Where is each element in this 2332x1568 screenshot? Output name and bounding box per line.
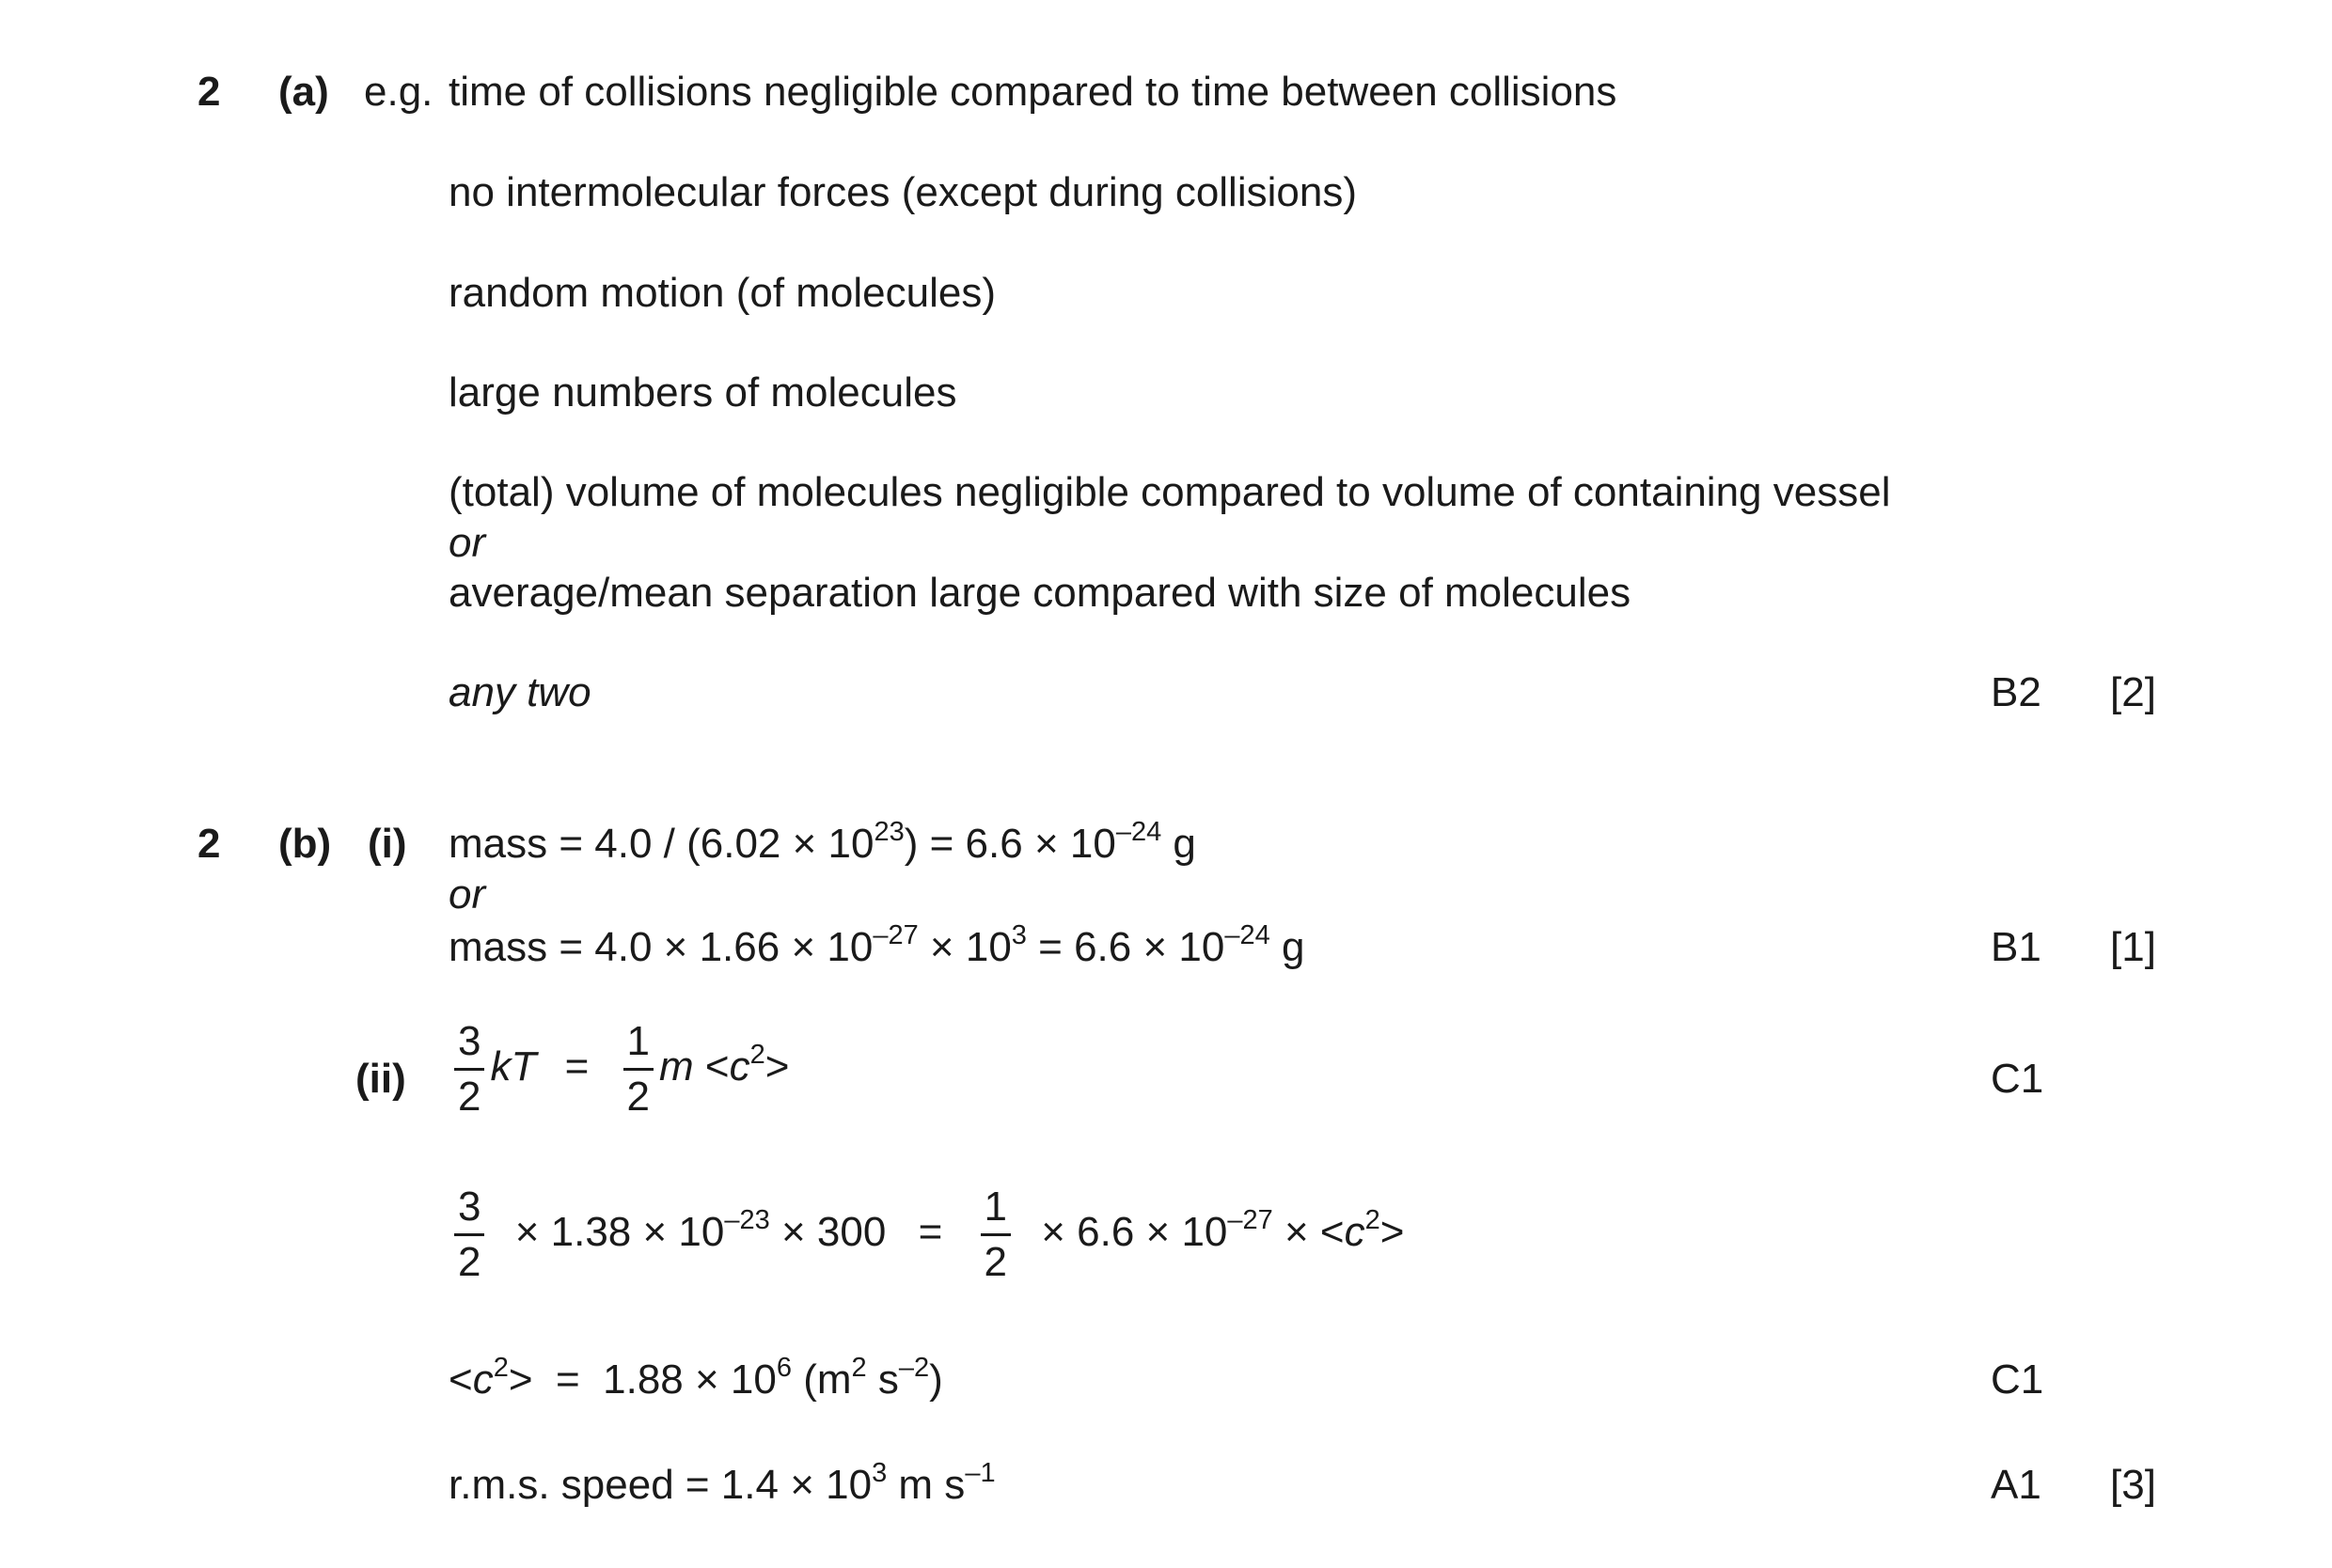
fraction: $\frac{1}{2}$ <box>981 1186 1011 1283</box>
mean-square-speed-result: $<c^2> = 1.88 \times 10^6$ ($m^2$ $s^{-2}$) <box>449 1353 943 1403</box>
mark-total: [2] <box>2110 669 2156 715</box>
answer-point: (total) volume of molecules negligible compared to volume of containing vessel <box>449 469 1891 515</box>
fraction: $\frac{1}{2}$ <box>623 1021 654 1118</box>
question-number: 2 <box>197 821 221 867</box>
kinetic-energy-equation: $\frac{3}{2}$ kT = $\frac{1}{2}$ $m <c^2>$ <box>449 1021 789 1118</box>
mark-code: B1 <box>1991 924 2041 970</box>
fraction: $\frac{3}{2}$ <box>454 1021 484 1118</box>
mark-code: C1 <box>1991 1356 2044 1403</box>
mass-equation-1: mass = $4.0 / (6.02 \times 10^{23}) = 6.6 \times 10^{-24}$ g <box>449 817 1196 867</box>
mark-code: B2 <box>1991 669 2041 715</box>
answer-point: no intermolecular forces (except during collisions) <box>449 169 1357 215</box>
or-connector: or <box>449 520 486 566</box>
rms-speed-result: r.m.s. speed = $1.4 \times 10^3$ m $s^{-1}$ <box>449 1458 996 1508</box>
mark-total: [3] <box>2110 1462 2156 1508</box>
answer-point: large numbers of molecules <box>449 369 957 416</box>
or-connector: or <box>449 871 486 917</box>
part-label-a: (a) <box>278 69 329 115</box>
mark-total: [1] <box>2110 924 2156 970</box>
subpart-label-i: (i) <box>368 821 407 867</box>
answer-point: time of collisions negligible compared to time between collisions <box>449 69 1617 115</box>
mass-equation-2: mass = $4.0 \times 1.66 \times 10^{-27} \times 10^3 = 6.6 \times 10^{-24}$ g <box>449 920 1305 970</box>
marking-note: any two <box>449 669 591 715</box>
question-number: 2 <box>197 69 221 115</box>
part-label-b: (b) <box>278 821 332 867</box>
mark-code: C1 <box>1991 1056 2044 1102</box>
eg-label: e.g. <box>364 69 433 115</box>
substitution-equation: $\frac{3}{2}$ × $1.38 \times 10^{-23} \times 300$ = $\frac{1}{2}$ × $6.6 \times 10^{-27} \times <c^2>$ <box>449 1186 1404 1283</box>
fraction: $\frac{3}{2}$ <box>454 1186 484 1283</box>
mark-code: A1 <box>1991 1462 2041 1508</box>
answer-point: average/mean separation large compared with size of molecules <box>449 570 1631 616</box>
answer-point: random motion (of molecules) <box>449 270 997 316</box>
subpart-label-ii: (ii) <box>355 1056 406 1102</box>
